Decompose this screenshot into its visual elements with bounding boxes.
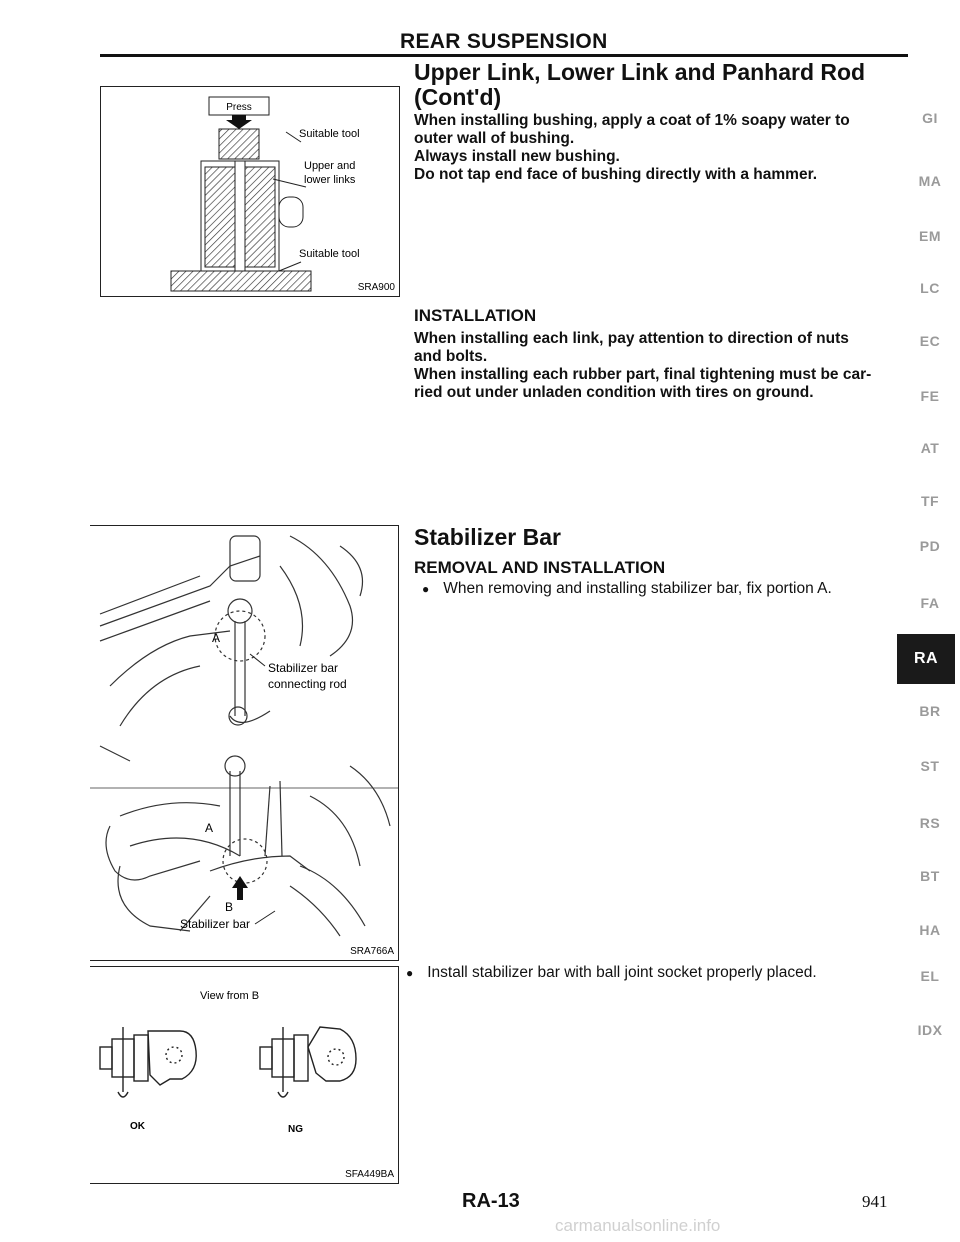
sidebar-tab-el[interactable]: EL (920, 968, 940, 984)
bullet-text: When removing and installing stabilizer bar, fix portion A. (443, 580, 832, 597)
section-title-line1: Upper Link, Lower Link and Panhard Rod (414, 59, 866, 85)
section-stabilizer-title: Stabilizer Bar (414, 524, 561, 550)
sidebar-tab-fe[interactable]: FE (920, 388, 940, 404)
figure-view-from-b (90, 966, 399, 1184)
bullet-dot-icon: ● (406, 966, 414, 980)
page-code: RA-13 (462, 1190, 520, 1212)
paragraph-line: When installing bushing, apply a coat of 1% soapy water to (414, 112, 850, 129)
figure1-code: SRA900 (357, 282, 395, 293)
ng-joint-drawing (260, 1027, 356, 1097)
watermark: carmanualsonline.info (555, 1216, 721, 1235)
sidebar-tab-ma[interactable]: MA (918, 173, 942, 189)
paragraph-line: Always install new bushing. (414, 148, 620, 165)
upper-tool (219, 129, 259, 159)
label-portion-a-bottom: A (205, 821, 214, 835)
sidebar-tab-lc[interactable]: LC (920, 280, 940, 296)
label-ok: OK (130, 1121, 145, 1132)
paragraph-line: outer wall of bushing. (414, 130, 575, 147)
sidebar-tab-br[interactable]: BR (919, 703, 941, 719)
sidebar-tab-ra[interactable]: RA (897, 634, 955, 684)
figure2-code: SRA766A (350, 946, 394, 957)
press-label: Press (226, 102, 252, 113)
sidebar-tab-ha[interactable]: HA (919, 922, 941, 938)
label-suitable-tool-bottom: Suitable tool (299, 248, 360, 260)
base-tool (171, 271, 311, 291)
label-portion-a-top: A (212, 631, 221, 645)
label-rod-line2: connecting rod (268, 677, 347, 691)
installation-instructions (414, 330, 899, 402)
sidebar-tab-at[interactable]: AT (920, 440, 940, 456)
ball-joint-orientation-illustration (90, 967, 398, 1183)
paragraph-line: Do not tap end face of bushing directly with a hammer. (414, 166, 818, 183)
ok-joint-drawing (100, 1027, 196, 1097)
section-upper-link-title (414, 60, 894, 110)
bushing-right (245, 167, 275, 267)
bushing-press-illustration (101, 87, 399, 296)
sidebar-tab-gi[interactable]: GI (922, 110, 938, 126)
sidebar-tab-rs[interactable]: RS (919, 815, 941, 831)
sidebar-tab-bt[interactable]: BT (920, 868, 940, 884)
label-view-b: B (225, 900, 234, 914)
label-suitable-tool-top: Suitable tool (299, 128, 360, 140)
sidebar-tab-idx[interactable]: IDX (917, 1022, 943, 1038)
removal-installation-heading: REMOVAL AND INSTALLATION (414, 558, 666, 577)
sidebar-tab-st[interactable]: ST (920, 758, 940, 774)
bushing-left (205, 167, 235, 267)
figure3-code: SFA449BA (345, 1169, 394, 1180)
figure-bushing-press (100, 86, 400, 297)
section-title-line2: (Cont'd) (414, 84, 502, 110)
sidebar-tab-em[interactable]: EM (919, 228, 941, 244)
bullet-item (422, 580, 892, 598)
paragraph-line: When installing each link, pay attention to direction of nuts (414, 330, 849, 347)
paragraph-line: ried out under unladen condition with tires on ground. (414, 384, 814, 401)
paragraph-line: When installing each rubber part, final tightening must be car- (414, 366, 872, 383)
label-view-from-b: View from B (200, 990, 260, 1002)
bushing-instructions (414, 112, 894, 184)
label-stabilizer-bar: Stabilizer bar (180, 917, 251, 931)
label-links-line2: lower links (304, 174, 356, 186)
figure-stabilizer-bar (90, 525, 399, 961)
sidebar-tab-tf[interactable]: TF (920, 493, 940, 509)
bullet-text: Install stabilizer bar with ball joint socket properly placed. (427, 964, 817, 981)
bullet-dot-icon: ● (422, 582, 430, 596)
view-direction-arrow-icon (232, 876, 248, 900)
link-arm (279, 197, 303, 227)
paragraph-line: and bolts. (414, 348, 488, 365)
press-arrow-icon (226, 115, 252, 129)
sidebar-tab-fa[interactable]: FA (920, 595, 940, 611)
sidebar-tab-ec[interactable]: EC (919, 333, 941, 349)
label-links-line1: Upper and (304, 160, 356, 172)
label-ng: NG (288, 1124, 303, 1135)
header-rule (100, 54, 908, 57)
page-number: 941 (862, 1192, 888, 1211)
stabilizer-bar-illustration (90, 526, 398, 960)
page-header-title: REAR SUSPENSION (400, 30, 608, 53)
sidebar-tab-pd[interactable]: PD (919, 538, 941, 554)
label-rod-line1: Stabilizer bar (268, 661, 339, 675)
installation-heading: INSTALLATION (414, 306, 537, 325)
bullet-item (406, 964, 896, 982)
